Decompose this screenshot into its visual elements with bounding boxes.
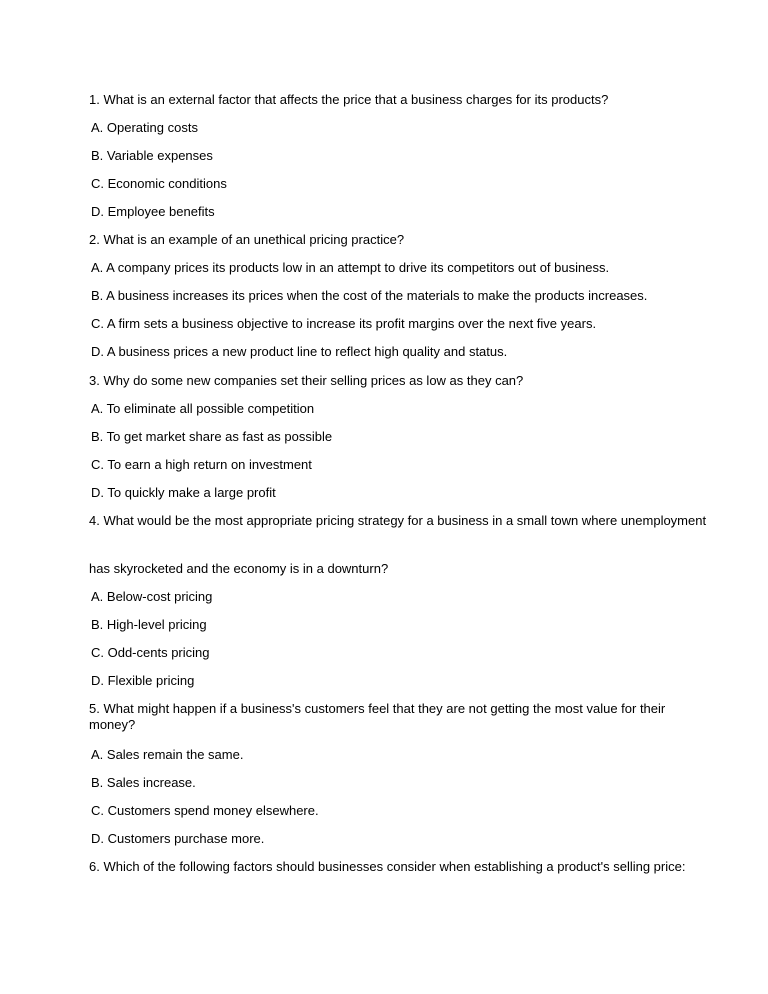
question-5-option-c: C. Customers spend money elsewhere. bbox=[91, 803, 319, 818]
question-1-option-d: D. Employee benefits bbox=[91, 204, 215, 219]
question-6-text: 6. Which of the following factors should businesses consider when establishing a product's selling price: bbox=[89, 859, 686, 874]
question-3-text: 3. Why do some new companies set their selling prices as low as they can? bbox=[89, 373, 524, 388]
question-3-option-c: C. To earn a high return on investment bbox=[91, 457, 312, 472]
question-4-option-b: B. High-level pricing bbox=[91, 617, 207, 632]
question-1-text: 1. What is an external factor that affects the price that a business charges for its products? bbox=[89, 92, 609, 107]
question-5-option-a: A. Sales remain the same. bbox=[91, 747, 244, 762]
question-5-text: 5. What might happen if a business's customers feel that they are not getting the most value for their money? bbox=[89, 701, 666, 732]
question-2-option-b: B. A business increases its prices when the cost of the materials to make the products increases. bbox=[91, 288, 648, 303]
question-2-option-c: C. A firm sets a business objective to increase its profit margins over the next five years. bbox=[91, 316, 597, 331]
question-3-option-a: A. To eliminate all possible competition bbox=[91, 401, 315, 416]
question-4-option-d: D. Flexible pricing bbox=[91, 673, 195, 688]
question-5-option-d: D. Customers purchase more. bbox=[91, 831, 265, 846]
question-2-option-a: A. A company prices its products low in an attempt to drive its competitors out of business. bbox=[91, 260, 610, 275]
question-1-option-a: A. Operating costs bbox=[91, 120, 198, 135]
question-4-option-a: A. Below-cost pricing bbox=[91, 589, 213, 604]
question-4-option-c: C. Odd-cents pricing bbox=[91, 645, 210, 660]
question-3-option-b: B. To get market share as fast as possible bbox=[91, 429, 333, 444]
question-5-option-b: B. Sales increase. bbox=[91, 775, 196, 790]
question-1-option-b: B. Variable expenses bbox=[91, 148, 213, 163]
question-4-text: 4. What would be the most appropriate pricing strategy for a business in a small town where unemployment bbox=[89, 513, 707, 528]
question-4-text-continued: has skyrocketed and the economy is in a downturn? bbox=[89, 561, 389, 576]
question-2-option-d: D. A business prices a new product line to reflect high quality and status. bbox=[91, 344, 508, 359]
question-1-option-c: C. Economic conditions bbox=[91, 176, 227, 191]
question-3-option-d: D. To quickly make a large profit bbox=[91, 485, 276, 500]
question-2-text: 2. What is an example of an unethical pricing practice? bbox=[89, 232, 405, 247]
